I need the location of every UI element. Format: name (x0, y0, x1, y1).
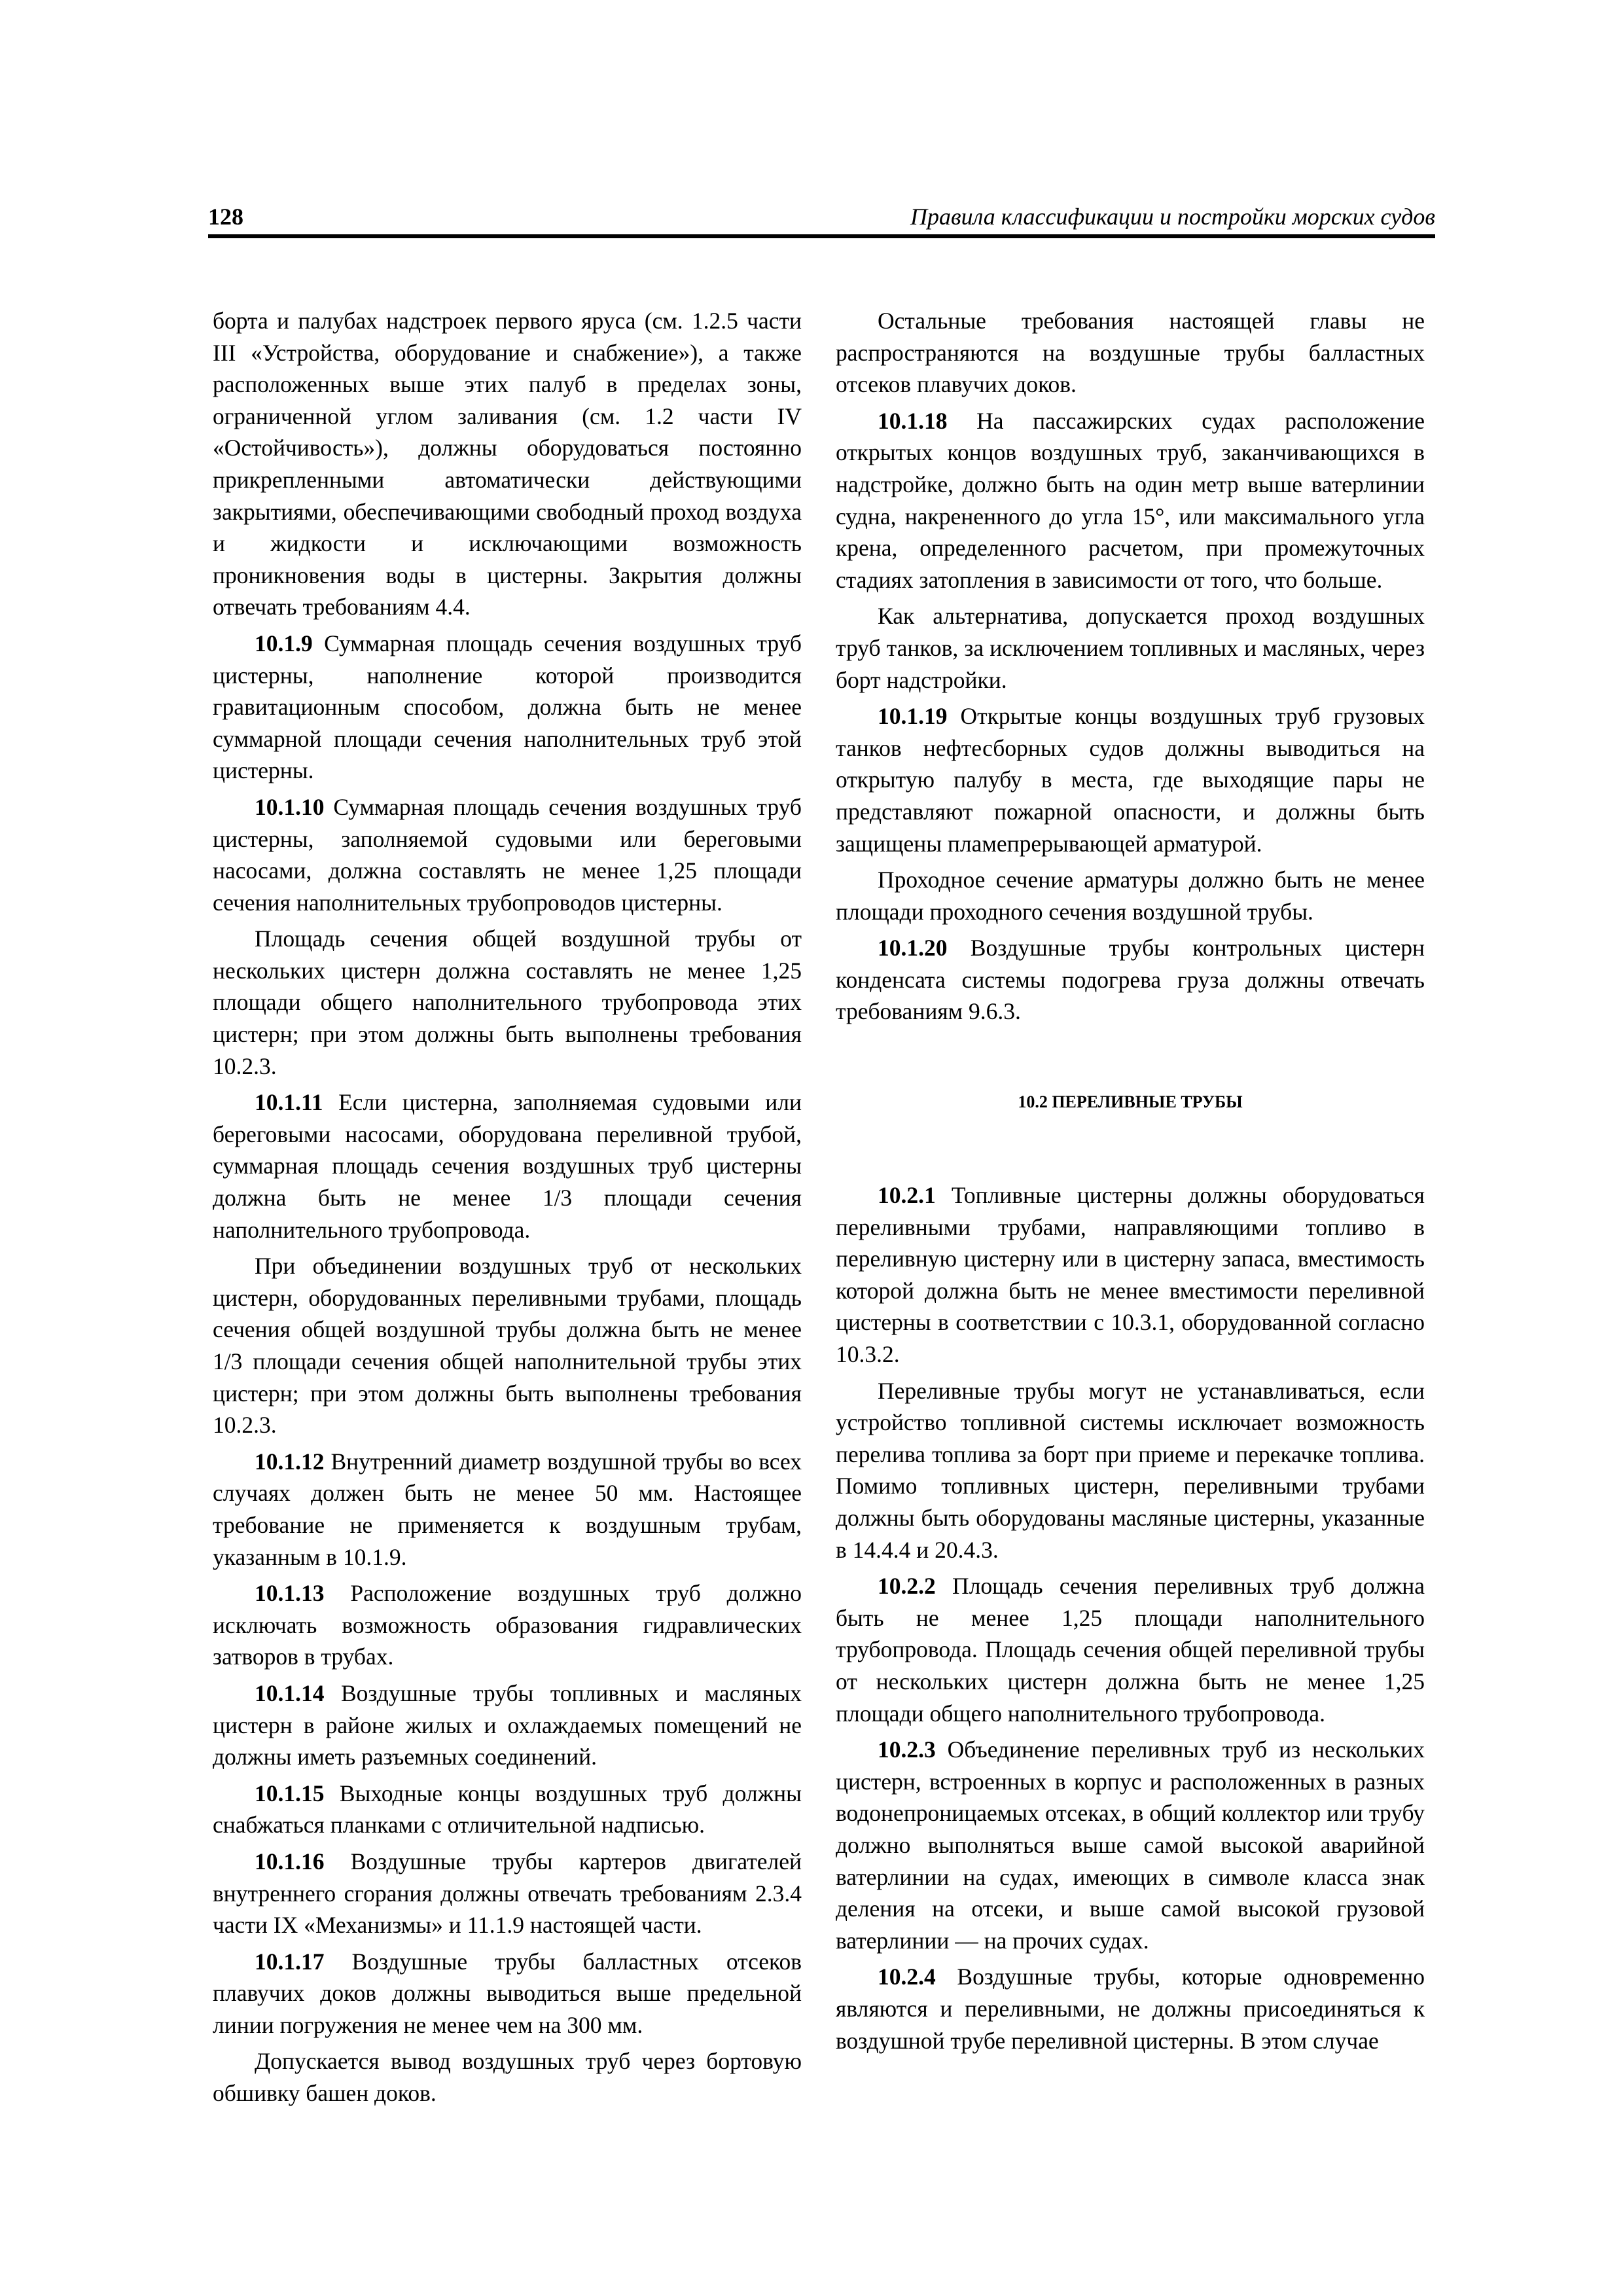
clause-number: 10.1.18 (878, 407, 948, 434)
clause-number: 10.1.16 (255, 1848, 325, 1874)
clause-number: 10.1.15 (255, 1780, 325, 1806)
clause-number: 10.1.10 (255, 793, 325, 820)
page-number: 128 (208, 204, 243, 230)
paragraph: 10.1.12 Внутренний диаметр воздушной трубы во всех случаях должен быть не менее 50 мм. Настоящее требование не применяется к воздушным трубам, указанным в 10.1.9. (213, 1448, 802, 1570)
clause-number: 10.2.4 (878, 1964, 936, 1990)
clause-number: 10.1.17 (255, 1948, 325, 1975)
clause-number: 10.2.1 (878, 1182, 936, 1209)
paragraph: 10.1.14 Воздушные трубы топливных и масляных цистерн в районе жилых и охлаждаемых помещений не должны иметь разъемных соединений. (213, 1679, 802, 1770)
paragraph: 10.1.10 Суммарная площадь сечения воздушных труб цистерны, заполняемой судовыми или береговыми насосами, должна составлять не менее 1,25 площади сечения наполнительных трубопроводов цистерны. (213, 793, 802, 916)
clause-number: 10.1.9 (255, 630, 313, 656)
paragraph: 10.1.13 Расположение воздушных труб должно исключать возможность образования гидравлических затворов в трубах. (213, 1580, 802, 1670)
paragraph: 10.2.4 Воздушные трубы, которые одновременно являются и переливными, не должны присоединяться к воздушной трубе переливной цистерны. В этом случае (836, 1964, 1425, 2054)
paragraph: Переливные трубы могут не устанавливаться, если устройство топливной системы исключает возможность перелива топлива за борт при приеме и перекачке топлива. Помимо топливных цистерн, переливными трубами должны быть оборудованы масляные цистерны, указанные в 14.4.4 и 20.4.3. (836, 1377, 1425, 1563)
paragraph: 10.1.16 Воздушные трубы картеров двигателей внутреннего сгорания должны отвечать требованиям 2.3.4 части IX «Механизмы» и 11.1.9 настоящей части. (213, 1848, 802, 1939)
paragraph: Площадь сечения общей воздушной трубы от нескольких цистерн должна составлять не менее 1,25 площади общего наполнительного трубопровода этих цистерн; при этом должны быть выполнены требования 10.2.3. (213, 925, 802, 1079)
section-heading: 10.2 ПЕРЕЛИВНЫЕ ТРУБЫ (1018, 1092, 1243, 1112)
paragraph: Остальные требования настоящей главы не распространяются на воздушные трубы балластных отсеков плавучих доков. (836, 308, 1425, 398)
paragraph: Проходное сечение арматуры должно быть не менее площади проходного сечения воздушной трубы. (836, 867, 1425, 925)
clause-number: 10.1.12 (255, 1448, 325, 1475)
running-title: Правила классификации и постройки морских судов (910, 204, 1435, 230)
paragraph: 10.1.15 Выходные концы воздушных труб должны снабжаться планками с отличительной надписью. (213, 1780, 802, 1839)
clause-number: 10.1.20 (878, 935, 948, 961)
paragraph: 10.1.20 Воздушные трубы контрольных цистерн конденсата системы подогрева груза должны отвечать требованиям 9.6.3. (836, 935, 1425, 1025)
clause-number: 10.2.2 (878, 1573, 936, 1600)
paragraph: При объединении воздушных труб от нескольких цистерн, оборудованных переливными трубами, площадь сечения общей воздушной трубы должна быть не менее 1/3 площади сечения общей наполнительной трубы этих цистерн; при этом должны быть выполнены требования 10.2.3. (213, 1253, 802, 1439)
page-header (208, 200, 1435, 238)
clause-number: 10.1.19 (878, 703, 948, 730)
right-column (836, 305, 1425, 2056)
clause-number: 10.1.11 (255, 1089, 323, 1116)
paragraph: 10.2.1 Топливные цистерны должны оборудоваться переливными трубами, направляющими топливо в переливную цистерну или в цистерну запаса, вместимость которой должна быть не менее вместимости переливной цистерны в соответствии с 10.3.1, оборудованной согласно 10.3.2. (836, 1182, 1425, 1368)
paragraph: 10.2.2 Площадь сечения переливных труб должна быть не менее 1,25 площади наполнительного трубопровода. Площадь сечения общей переливной трубы от нескольких цистерн должна быть не менее 1,25 площади общего наполнительного трубопровода. (836, 1573, 1425, 1727)
paragraph: 10.1.18 На пассажирских судах расположение открытых концов воздушных труб, заканчивающихся в надстройке, должно быть на один метр выше ватерлинии судна, накрененного до угла 15°, или максимального угла крена, определенного расчетом, при промежуточных стадиях затопления в зависимости от того, что больше. (836, 407, 1425, 593)
paragraph: 10.1.17 Воздушные трубы балластных отсеков плавучих доков должны выводиться выше предельной линии погружения не менее чем на 300 мм. (213, 1948, 802, 2038)
paragraph: борта и палубах надстроек первого яруса (см. 1.2.5 части III «Устройства, оборудование и снабжение»), а также расположенных выше этих палуб в пределах зоны, ограниченной углом заливания (см. 1.2 части IV «Остойчивость»), должны оборудоваться постоянно прикрепленными автоматически действующими закрытиями, обеспечивающими свободный проход воздуха и жидкости и исключающими возможность проникновения воды в цистерны. Закрытия должны отвечать требованиям 4.4. (213, 308, 802, 620)
paragraph: 10.1.11 Если цистерна, заполняемая судовыми или береговыми насосами, оборудована переливной трубой, суммарная площадь сечения воздушных труб цистерны должна быть не менее 1/3 площади сечения наполнительного трубопровода. (213, 1089, 802, 1243)
clause-number: 10.1.13 (255, 1580, 325, 1607)
paragraph: 10.1.9 Суммарная площадь сечения воздушных труб цистерны, наполнение которой производится гравитационным способом, должна быть не менее суммарной площади сечения наполнительных труб этой цистерны. (213, 630, 802, 784)
left-column (213, 305, 802, 2109)
paragraph: Допускается вывод воздушных труб через бортовую обшивку башен доков. (213, 2048, 802, 2107)
clause-number: 10.2.3 (878, 1736, 936, 1763)
paragraph: 10.2.3 Объединение переливных труб из нескольких цистерн, встроенных в корпус и расположенных в разных водонепроницаемых отсеках, в общий коллектор или трубу должно выполняться выше самой высокой аварийной ватерлинии на судах, имеющих в символе класса знак деления на отсеки, и выше самой высокой грузовой ватерлинии — на прочих судах. (836, 1736, 1425, 1954)
paragraph: Как альтернатива, допускается проход воздушных труб танков, за исключением топливных и масляных, через борт надстройки. (836, 603, 1425, 693)
paragraph: 10.1.19 Открытые концы воздушных труб грузовых танков нефтесборных судов должны выводиться на открытую палубу в места, где выходящие пары не представляют пожарной опасности, и должны быть защищены пламепрерывающей арматурой. (836, 703, 1425, 857)
clause-number: 10.1.14 (255, 1679, 325, 1706)
